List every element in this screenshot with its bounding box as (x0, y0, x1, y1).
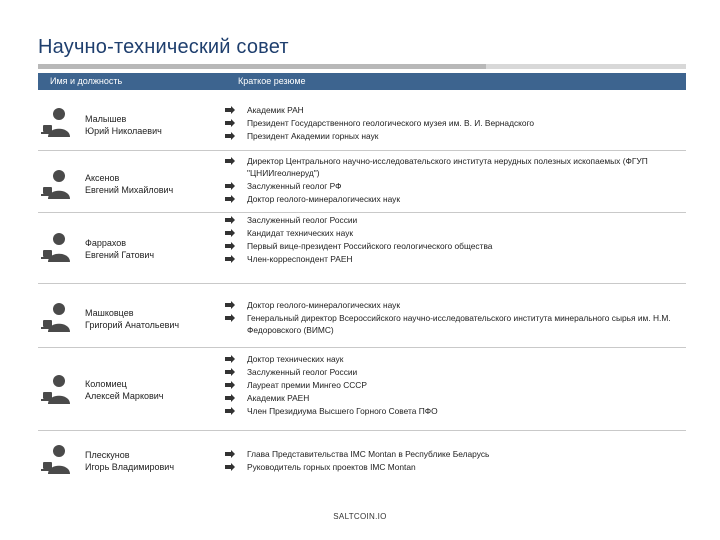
pointing-hand-icon (225, 195, 235, 203)
resume-item: Доктор геолого-минералогических наук (225, 299, 680, 311)
avatar-icon (40, 230, 74, 264)
pointing-hand-icon (225, 394, 235, 402)
resume-list (225, 448, 680, 474)
resume-item: Член-корреспондент РАЕН (225, 253, 680, 265)
resume-item: Академик РАЕН (225, 392, 680, 404)
row-divider (38, 212, 686, 213)
pointing-hand-icon (225, 368, 235, 376)
resume-item: Кандидат технических наук (225, 227, 680, 239)
resume-item: Заслуженный геолог России (225, 366, 680, 378)
title-rule-accent (486, 64, 686, 69)
row-divider (38, 150, 686, 151)
pointing-hand-icon (225, 132, 235, 140)
pointing-hand-icon (225, 106, 235, 114)
member-name: Аксенов Евгений Михайлович (85, 173, 174, 195)
resume-list (225, 214, 680, 266)
resume-list (225, 299, 680, 337)
pointing-hand-icon (225, 407, 235, 415)
row-divider (38, 347, 686, 348)
resume-item: Заслуженный геолог России (225, 214, 680, 226)
resume-item: Заслуженный геолог РФ (225, 180, 680, 192)
resume-item: Академик РАН (225, 104, 680, 116)
header-resume-column: Краткое резюме (238, 76, 306, 86)
member-name: Плескунов Игорь Владимирович (85, 450, 175, 472)
resume-item: Глава Представительства IMC Montan в Республике Беларусь (225, 448, 680, 460)
resume-item: Президент Государственного геологического музея им. В. И. Вернадского (225, 117, 680, 129)
member-name: Малышев Юрий Николаевич (85, 114, 162, 136)
title-rule (38, 64, 486, 69)
pointing-hand-icon (225, 255, 235, 263)
avatar-icon (40, 372, 74, 406)
pointing-hand-icon (225, 216, 235, 224)
avatar-icon (40, 105, 74, 139)
row-divider (38, 283, 686, 284)
pointing-hand-icon (225, 229, 235, 237)
table-header (38, 73, 686, 90)
resume-item: Президент Академии горных наук (225, 130, 680, 142)
pointing-hand-icon (225, 355, 235, 363)
member-name: Коломиец Алексей Маркович (85, 379, 164, 401)
pointing-hand-icon (225, 119, 235, 127)
pointing-hand-icon (225, 157, 235, 165)
resume-list (225, 155, 680, 206)
avatar-icon (40, 167, 74, 201)
pointing-hand-icon (225, 463, 235, 471)
resume-item: Доктор геолого-минералогических наук (225, 193, 680, 205)
resume-list (225, 104, 680, 143)
resume-item: Генеральный директор Всероссийского научно-исследовательского института минерального сырья им. Н.М. Федоровского (ВИМС) (225, 312, 680, 336)
resume-item: Доктор технических наук (225, 353, 680, 365)
resume-list (225, 353, 680, 418)
pointing-hand-icon (225, 182, 235, 190)
pointing-hand-icon (225, 301, 235, 309)
footer-watermark: SALTCOIN.IO (333, 512, 387, 521)
avatar-icon (40, 300, 74, 334)
avatar-icon (40, 442, 74, 476)
row-divider (38, 430, 686, 431)
member-name: Фаррахов Евгений Гатович (85, 238, 155, 260)
page-title: Научно-технический совет (38, 36, 289, 58)
resume-item: Руководитель горных проектов IMC Montan (225, 461, 680, 473)
pointing-hand-icon (225, 242, 235, 250)
resume-item: Первый вице-президент Российского геологического общества (225, 240, 680, 252)
pointing-hand-icon (225, 314, 235, 322)
resume-item: Директор Центрального научно-исследовательского института нерудных полезных ископаемых (ФГУП "ЦНИИгеолнеруд") (225, 155, 680, 179)
member-name: Машковцев Григорий Анатольевич (85, 308, 180, 330)
pointing-hand-icon (225, 450, 235, 458)
pointing-hand-icon (225, 381, 235, 389)
header-name-column: Имя и должность (50, 76, 123, 86)
resume-item: Лауреат премии Мингео СССР (225, 379, 680, 391)
resume-item: Член Президиума Высшего Горного Совета ПФО (225, 405, 680, 417)
